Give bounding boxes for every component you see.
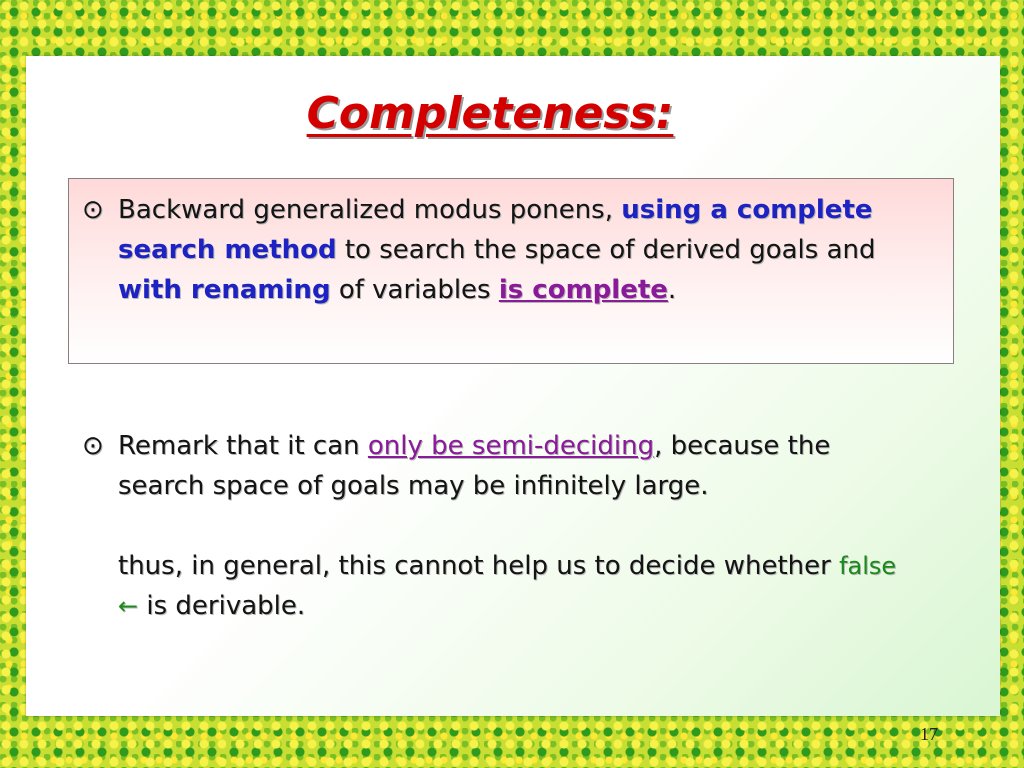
bullet-1-emphasis-complete: is complete [498,275,668,305]
circled-dot-bullet-icon: ⊙ [82,431,104,461]
sub-paragraph-part-3: is derivable. [138,591,306,621]
bullet-2-part-1: Remark that it can [118,431,368,461]
bullet-2-text [118,426,902,506]
false-arrow-keyword: false ← [118,552,897,620]
bullet-item-2 [82,426,902,506]
sub-paragraph-part-1: thus, in general, this cannot help us to decide whether [118,551,840,581]
bullet-1-part-3: to search the space of derived goals and [336,235,876,265]
bullet-1-emphasis-renaming: with renaming [118,275,331,305]
bullet-2-emphasis-semi-deciding: only be semi-deciding [367,431,655,461]
slide-title: Completeness: [306,88,674,139]
bullet-1-part-1: Backward generalized modus ponens, [118,195,622,225]
bullet-1-period: . [667,275,677,305]
sub-paragraph-text [118,546,902,626]
bullet-1-part-5: of variables [330,275,499,305]
sub-paragraph [82,546,902,626]
bullet-1-text [118,190,902,310]
page-number: 17 [920,724,938,744]
bullet-item-1 [82,190,902,310]
bullet-2-part-3: , because the search space of goals may be infinitely large. [118,431,831,501]
bullet-1-emphasis-search: using a complete search method [118,195,873,265]
circled-dot-bullet-icon: ⊙ [82,195,104,225]
